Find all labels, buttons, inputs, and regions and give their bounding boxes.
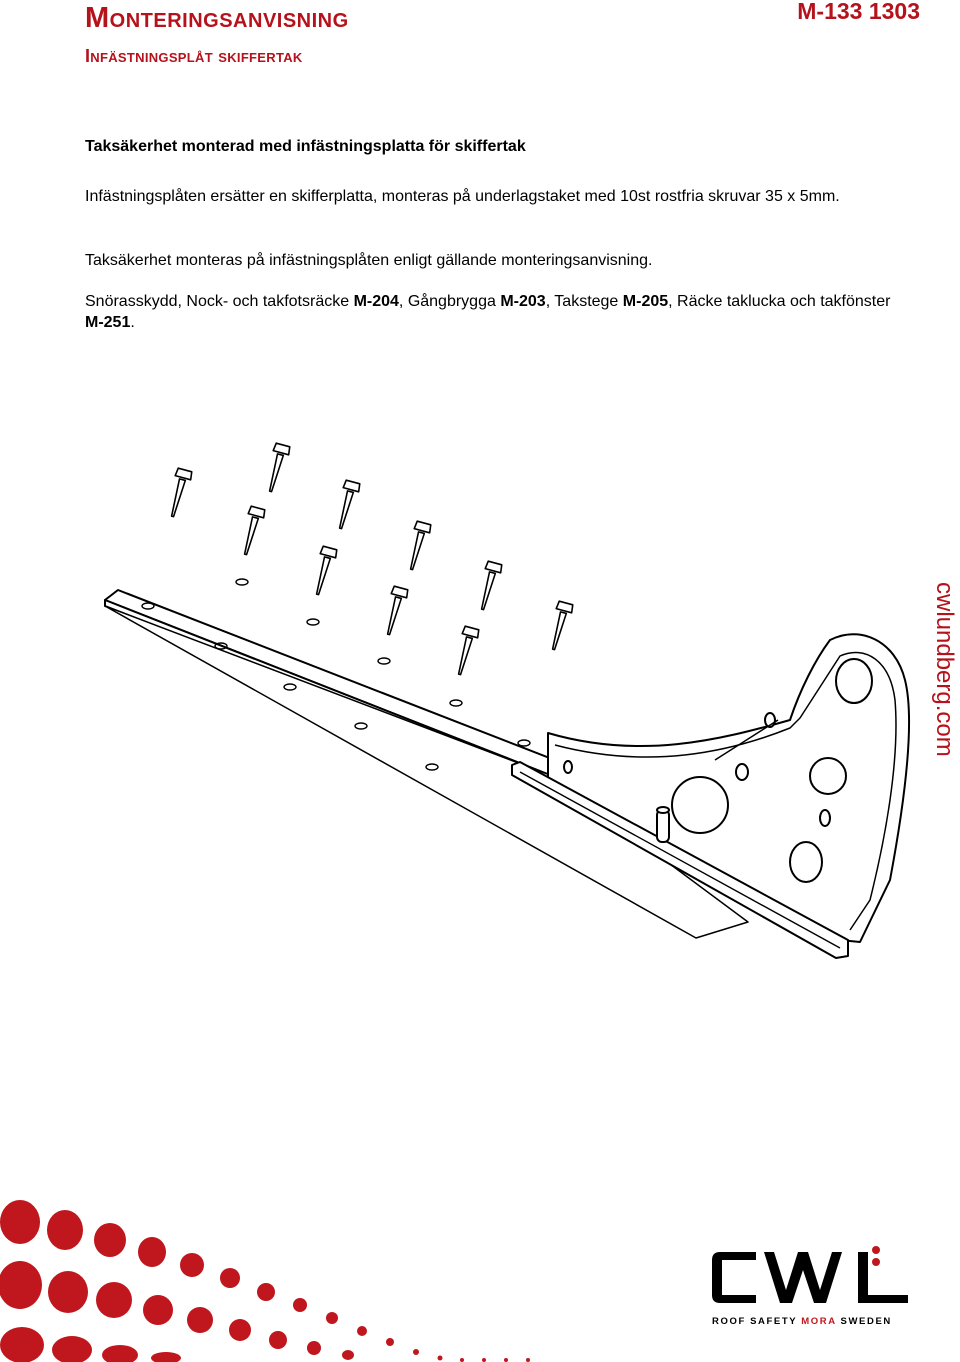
p3-ref-4: M-251 (85, 314, 131, 331)
p3-text-3: , Takstege (545, 293, 623, 310)
logo-tagline: ROOF SAFETY MORA SWEDEN (712, 1316, 892, 1327)
p3-ref-1: M-204 (353, 293, 399, 310)
cwl-logo (708, 1240, 918, 1330)
paragraph-1: Infästningsplåten ersätter en skifferplatta, monteras på underlagstaket med 10st rostfria skruvar 35 x 5mm. (85, 188, 840, 205)
p3-text-2: , Gångbrygga (398, 293, 501, 310)
page-subtitle: Infästningsplåt skiffertak (85, 46, 303, 66)
p3-text-4: , Räcke taklucka och takfönster (668, 293, 891, 310)
p3-text-5: . (130, 314, 135, 331)
document-number: M-133 1303 (797, 0, 920, 24)
website-url: cwlundberg.com (931, 582, 958, 757)
red-dot-pattern (0, 1200, 560, 1362)
p3-text-1: Snörasskydd, Nock- och takfotsräcke (85, 293, 354, 310)
bracket-plate-drawing (0, 430, 960, 970)
logo-wordmark (712, 1246, 908, 1303)
p3-ref-3: M-205 (622, 293, 669, 310)
paragraph-3 (85, 291, 905, 333)
paragraph-2: Taksäkerhet monteras på infästningsplåten enligt gällande monteringsanvisning. (85, 252, 653, 269)
section-heading: Taksäkerhet monterad med infästningsplatta för skiffertak (85, 138, 526, 155)
page-title: Monteringsanvisning (85, 2, 349, 34)
p3-ref-2: M-203 (500, 293, 546, 310)
